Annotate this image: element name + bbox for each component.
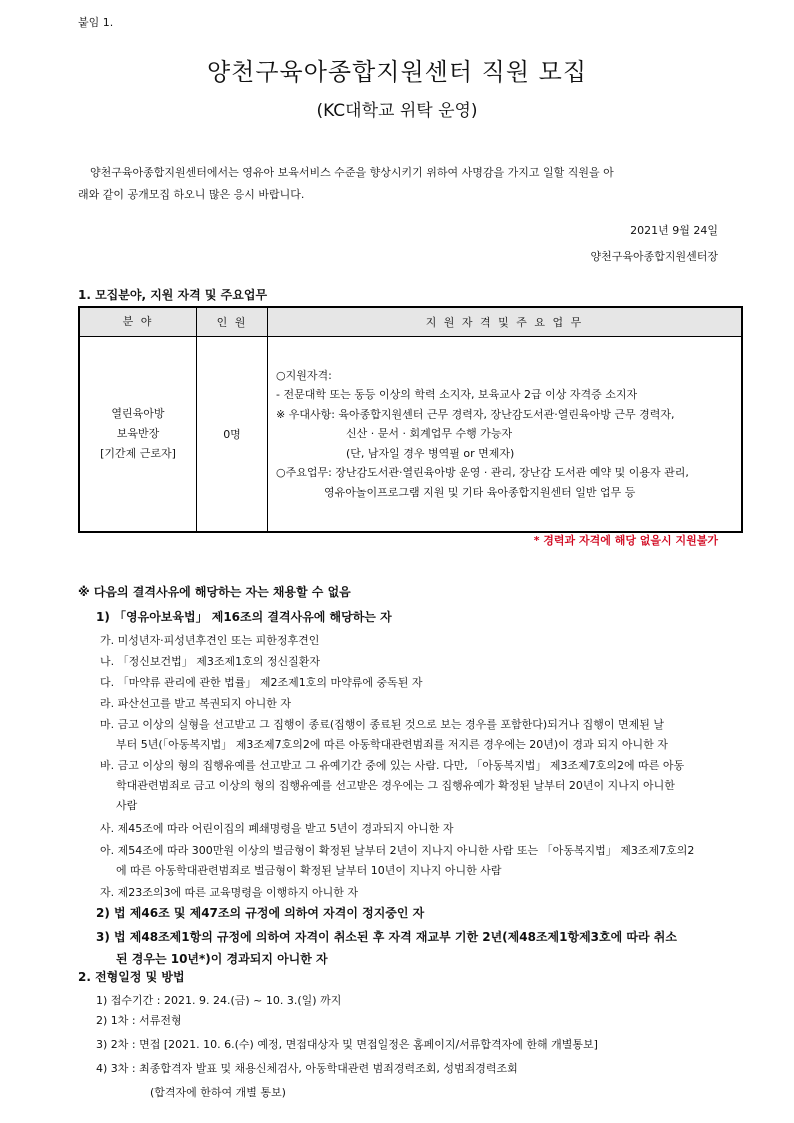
duty-line: 영유아놀이프로그램 지원 및 기타 육아종합지원센터 일반 업무 등 (324, 485, 636, 499)
list-item: 3) 2차 : 면접 [2021. 10. 6.(수) 예정, 면접대상자 및 면접일정은 홈페이지/서류합격자에 한해 개별통보] (96, 1038, 598, 1051)
list-item: 4) 3차 : 최종합격자 발표 및 채용신체검사, 아동학대관련 범죄경력조회, 성범죄경력조회 (96, 1062, 518, 1075)
list-item: 아. 제54조에 따라 300만원 이상의 벌금형이 확정된 날부터 2년이 지나지 아니한 사람 또는 「아동복지법」 제3조제7호의2 (100, 844, 695, 857)
section-2-heading: 2. 전형일정 및 방법 (78, 970, 185, 984)
disqualification-group-cont: 된 경우는 10년*)이 경과되지 아니한 자 (116, 952, 328, 966)
list-item: 마. 금고 이상의 실형을 선고받고 그 집행이 종료(집행이 종료된 것으로 보는 경우를 포함한다)되거나 집행이 면제된 날 (100, 718, 664, 731)
list-item-cont: 부터 5년(「아동복지법」 제3조제7호의2에 따른 아동학대관련범죄를 저지른 경우에는 20년)이 경과 되지 아니한 자 (116, 738, 668, 751)
disqualification-group-title: 2) 법 제46조 및 제47조의 규정에 의하여 자격이 정지중인 자 (96, 906, 425, 920)
disqualification-group-title: 1) 「영유아보육법」 제16조의 결격사유에 해당하는 자 (96, 610, 392, 624)
disqualification-heading: ※ 다음의 결격사유에 해당하는 자는 채용할 수 없음 (78, 585, 351, 599)
field-line: [기간제 근로자] (100, 447, 176, 460)
field-line: 열린육아방 (111, 407, 165, 420)
header-duties: 지 원 자 격 및 주 요 업 무 (268, 307, 743, 337)
cell-count: 0명 (197, 337, 268, 533)
page-subtitle: (KC대학교 위탁 운영) (316, 101, 478, 121)
duty-line: 신산 · 문서 · 회계업무 수행 가능자 (346, 427, 513, 441)
intro-line: 양천구육아종합지원센터에서는 영유아 보육서비스 수준을 향상시키기 위하여 사명감을 가지고 일할 직원을 아 (90, 166, 614, 179)
duty-line: (단, 남자일 경우 병역필 or 면제자) (346, 446, 515, 460)
duty-line: ※ 우대사항: 육아종합지원센터 근무 경력자, 장난감도서관·열린육아방 근무 경력자, (276, 407, 675, 421)
eligibility-note: * 경력과 자격에 해당 없을시 지원불가 (533, 534, 718, 547)
page-title: 양천구육아종합지원센터 직원 모집 (206, 58, 588, 86)
intro-line: 래와 같이 공개모집 하오니 많은 응시 바랍니다. (78, 188, 305, 201)
issuing-organization: 양천구육아종합지원센터장 (590, 250, 718, 263)
list-item: 라. 파산선고를 받고 복권되지 아니한 자 (100, 697, 291, 710)
list-item: 가. 미성년자·피성년후견인 또는 피한정후견인 (100, 634, 320, 647)
list-item: 사. 제45조에 따라 어린이집의 폐쇄명령을 받고 5년이 경과되지 아니한 자 (100, 822, 454, 835)
section-1-heading: 1. 모집분야, 지원 자격 및 주요업무 (78, 288, 268, 302)
list-item: 2) 1차 : 서류전형 (96, 1014, 182, 1027)
list-item: 나. 「정신보건법」 제3조제1호의 정신질환자 (100, 655, 320, 668)
list-item: 바. 금고 이상의 형의 집행유예를 선고받고 그 유예기간 중에 있는 사람. 다만, 「아동복지법」 제3조제7호의2에 따른 아동 (100, 759, 685, 772)
list-item: 자. 제23조의3에 따른 교육명령을 이행하지 아니한 자 (100, 886, 358, 899)
list-item: 다. 「마약류 관리에 관한 법률」 제2조제1호의 마약류에 중독된 자 (100, 676, 423, 689)
duty-line: - 전문대학 또는 동등 이상의 학력 소지자, 보육교사 2급 이상 자격증 소지자 (276, 388, 638, 402)
notice-date: 2021년 9월 24일 (630, 224, 718, 237)
recruitment-table (78, 306, 743, 533)
list-item: 1) 접수기간 : 2021. 9. 24.(금) ~ 10. 3.(일) 까지 (96, 994, 342, 1007)
field-line: 보육반장 (116, 427, 160, 440)
list-item-cont: 사람 (116, 799, 138, 812)
table-row (79, 337, 742, 533)
list-item-cont: 학대관련범죄로 금고 이상의 형의 집행유예를 선고받은 경우에는 그 집행유예가 확정된 날부터 20년이 지나지 아니한 (116, 779, 675, 792)
duty-line: ○주요업무: 장난감도서관·열린육아방 운영 · 관리, 장난감 도서관 예약 및 이용자 관리, (276, 466, 689, 480)
list-item-cont: 에 따른 아동학대관련범죄로 벌금형이 확정된 날부터 10년이 지나지 아니한 사람 (116, 864, 502, 877)
disqualification-group-title: 3) 법 제48조제1항의 규정에 의하여 자격이 취소된 후 자격 재교부 기한 2년(제48조제1항제3호에 따라 취소 (96, 930, 677, 944)
list-item-cont: (합격자에 한하여 개별 통보) (150, 1086, 286, 1099)
cell-field (79, 337, 197, 533)
duty-line: ○지원자격: (276, 368, 332, 382)
attachment-label: 붙임 1. (78, 16, 114, 29)
header-field: 분 야 (79, 307, 197, 337)
cell-duties (268, 337, 743, 533)
header-count: 인 원 (197, 307, 268, 337)
